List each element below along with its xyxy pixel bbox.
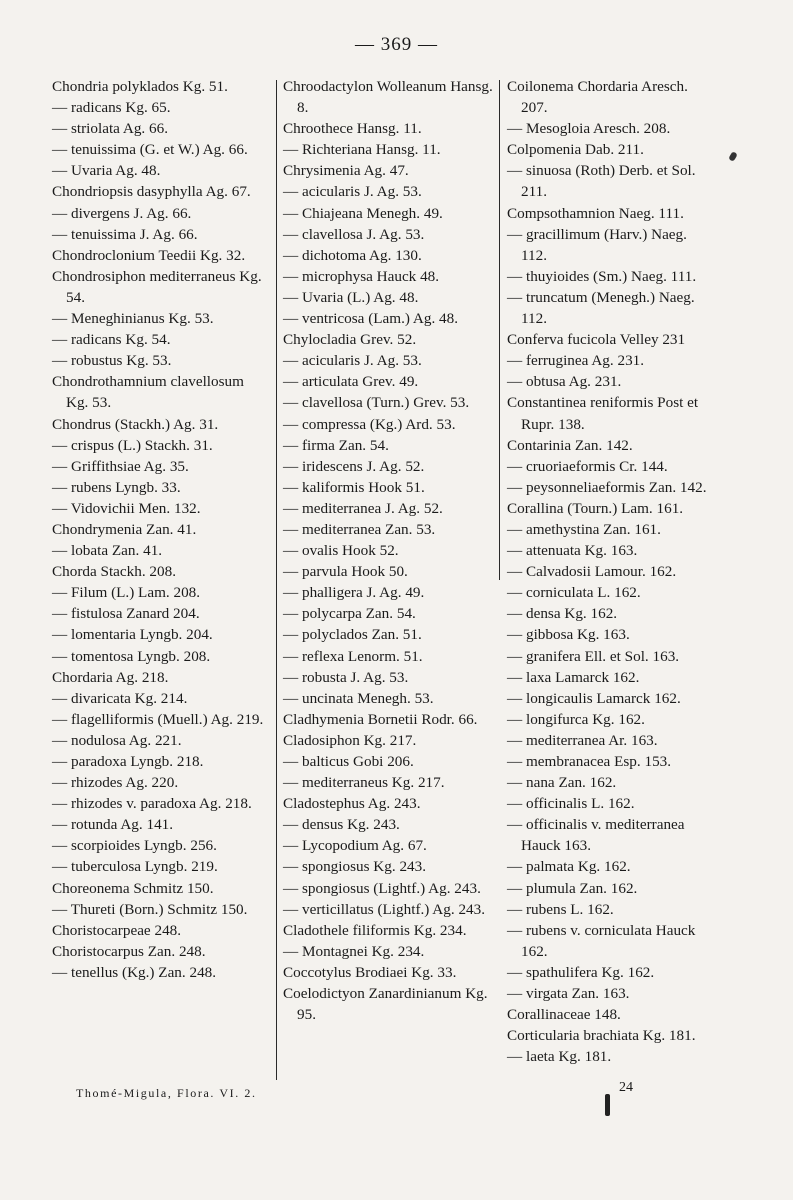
index-entry: — clavellosa J. Ag. 53.	[283, 225, 425, 243]
index-entry: — longicaulis Lamarck 162.	[507, 689, 681, 707]
index-entry: — mediterraneus Kg. 217.	[283, 774, 445, 792]
index-entry: — officinalis v. mediterranea Hauck 163.	[507, 816, 685, 855]
index-entry: — Chiajeana Menegh. 49.	[283, 204, 443, 222]
index-entry: — Griffithsiae Ag. 35.	[52, 457, 189, 475]
index-entry: — ferruginea Ag. 231.	[507, 352, 645, 370]
index-entry: — nodulosa Ag. 221.	[52, 731, 182, 749]
index-entry: Choristocarpeae 248.	[52, 921, 182, 939]
index-entry: — Filum (L.) Lam. 208.	[52, 584, 201, 602]
index-entry: — rubens Lyngb. 33.	[52, 478, 181, 496]
index-entry: — Uvaria (L.) Ag. 48.	[283, 288, 419, 306]
index-entry: — nana Zan. 162.	[507, 774, 617, 792]
index-entry: — compressa (Kg.) Ard. 53.	[283, 415, 456, 433]
index-entry: — lomentaria Lyngb. 204.	[52, 626, 213, 644]
index-entry: — ovalis Hook 52.	[283, 542, 399, 560]
index-entry: — Mesogloia Aresch. 208.	[507, 120, 671, 138]
index-entry: Colpomenia Dab. 211.	[507, 141, 644, 159]
index-entry: — Richteriana Hansg. 11.	[283, 141, 441, 159]
index-entry: — paradoxa Lyngb. 218.	[52, 753, 204, 770]
index-entry: — Lycopodium Ag. 67.	[283, 837, 427, 855]
index-entry: — mediterranea Zan. 53.	[283, 520, 436, 538]
index-entry: — divaricata Kg. 214.	[52, 689, 188, 707]
index-entry: — reflexa Lenorm. 51.	[283, 647, 423, 665]
index-entry: — crispus (L.) Stackh. 31.	[52, 436, 213, 454]
index-entry: — tenellus (Kg.) Zan. 248.	[52, 963, 217, 981]
index-entry: Chrysimenia Ag. 47.	[283, 162, 409, 180]
index-column-1	[52, 76, 270, 983]
index-entry: — rhizodes Ag. 220.	[52, 774, 179, 792]
index-entry: Chylocladia Grev. 52.	[283, 331, 417, 349]
index-entry: Choristocarpus Zan. 248.	[52, 942, 206, 960]
index-entry: — uncinata Menegh. 53.	[283, 689, 434, 707]
index-entry: — densa Kg. 162.	[507, 605, 618, 623]
column-divider-2	[499, 80, 500, 580]
index-entry: — membranacea Esp. 153.	[507, 753, 672, 770]
index-entry: Cladosiphon Kg. 217.	[283, 731, 417, 749]
index-entry: — Meneghinianus Kg. 53.	[52, 310, 214, 328]
index-entry: — palmata Kg. 162.	[507, 858, 631, 876]
index-entry: — cruoriaeformis Cr. 144.	[507, 457, 668, 475]
index-entry: — spathulifera Kg. 162.	[507, 963, 655, 981]
index-entry: — tenuissima J. Ag. 66.	[52, 225, 198, 243]
index-entry: — phalligera J. Ag. 49.	[283, 584, 425, 602]
index-entry: — robusta J. Ag. 53.	[283, 668, 409, 686]
index-entry: — acicularis J. Ag. 53.	[283, 183, 422, 201]
index-entry: — firma Zan. 54.	[283, 436, 389, 454]
index-entry: Cladothele filiformis Kg. 234.	[283, 921, 467, 939]
index-entry: Chondrus (Stackh.) Ag. 31.	[52, 415, 219, 433]
index-entry: — thuyioides (Sm.) Naeg. 111.	[507, 267, 697, 285]
index-entry: — Montagnei Kg. 234.	[283, 942, 425, 960]
index-entry: — kaliformis Hook 51.	[283, 478, 425, 496]
index-entry: — officinalis L. 162.	[507, 795, 635, 813]
column-divider-1	[276, 80, 277, 1080]
index-entry: — verticillatus (Lightf.) Ag. 243.	[283, 900, 486, 918]
index-entry: — Thureti (Born.) Schmitz 150.	[52, 900, 248, 918]
index-entry: Choreonema Schmitz 150.	[52, 879, 214, 897]
index-entry: Chondrosiphon mediterraneus Kg. 54.	[52, 267, 262, 306]
index-entry: Conferva fucicola Velley 231	[507, 331, 686, 349]
index-entry: — tuberculosa Lyngb. 219.	[52, 858, 218, 876]
index-entry: — tomentosa Lyngb. 208.	[52, 647, 211, 665]
index-entry: — robustus Kg. 53.	[52, 352, 172, 370]
index-entry: Chondrothamnium clavellosum Kg. 53.	[52, 373, 244, 412]
index-entry: — rotunda Ag. 141.	[52, 816, 174, 834]
index-entry: — rhizodes v. paradoxa Ag. 218.	[52, 795, 252, 813]
index-entry: Coilonema Chordaria Aresch. 207.	[507, 78, 688, 117]
index-entry: — clavellosa (Turn.) Grev. 53.	[283, 394, 470, 412]
index-entry: Chordaria Ag. 218.	[52, 668, 169, 686]
ink-speck	[728, 151, 738, 162]
index-entry: — spongiosus Kg. 243.	[283, 858, 427, 876]
index-entry: — obtusa Ag. 231.	[507, 373, 622, 391]
index-entry: — Calvadosii Lamour. 162.	[507, 563, 677, 581]
index-entry: — balticus Gobi 206.	[283, 753, 414, 770]
index-entry: — rubens L. 162.	[507, 900, 614, 918]
index-entry: — granifera Ell. et Sol. 163.	[507, 647, 680, 665]
footer-imprint: Thomé-Migula, Flora. VI. 2.	[76, 1086, 257, 1100]
index-entry: — mediterranea Ar. 163.	[507, 731, 658, 749]
index-entry: Coelodictyon Zanardinianum Kg. 95.	[283, 985, 488, 1024]
index-entry: Chroodactylon Wolleanum Hansg. 8.	[283, 78, 493, 117]
index-entry: Contarinia Zan. 142.	[507, 436, 633, 454]
index-entry: — tenuissima (G. et W.) Ag. 66.	[52, 141, 248, 159]
index-column-3	[507, 76, 715, 1067]
index-entry: Coccotylus Brodiaei Kg. 33.	[283, 963, 457, 981]
index-entry: — scorpioides Lyngb. 256.	[52, 837, 217, 855]
index-entry: Chondrymenia Zan. 41.	[52, 520, 197, 538]
index-entry: Compsothamnion Naeg. 111.	[507, 204, 684, 222]
index-entry: — radicans Kg. 54.	[52, 331, 171, 349]
index-entry: Chondriopsis dasyphylla Ag. 67.	[52, 183, 251, 201]
index-column-2	[283, 76, 493, 1025]
index-entry: — flagelliformis (Muell.) Ag. 219.	[52, 710, 264, 728]
index-entry: — virgata Zan. 163.	[507, 985, 630, 1003]
index-entry: — ventricosa (Lam.) Ag. 48.	[283, 310, 459, 328]
ink-blot	[605, 1094, 610, 1116]
index-entry: — densus Kg. 243.	[283, 816, 400, 834]
index-entry: Corticularia brachiata Kg. 181.	[507, 1027, 696, 1045]
index-entry: — divergens J. Ag. 66.	[52, 204, 192, 222]
index-entry: — gibbosa Kg. 163.	[507, 626, 630, 644]
index-entry: — parvula Hook 50.	[283, 563, 408, 581]
index-entry: Corallina (Tourn.) Lam. 161.	[507, 499, 684, 517]
index-entry: — iridescens J. Ag. 52.	[283, 457, 425, 475]
index-entry: — peysonneliaeformis Zan. 142.	[507, 478, 707, 496]
index-entry: — striolata Ag. 66.	[52, 120, 169, 138]
index-entry: — dichotoma Ag. 130.	[283, 246, 422, 264]
index-entry: — laxa Lamarck 162.	[507, 668, 640, 686]
index-entry: — spongiosus (Lightf.) Ag. 243.	[283, 879, 481, 897]
index-entry: — lobata Zan. 41.	[52, 542, 163, 560]
index-entry: Cladhymenia Bornetii Rodr. 66.	[283, 710, 478, 728]
index-entry: — sinuosa (Roth) Derb. et Sol. 211.	[507, 162, 696, 201]
index-entry: — plumula Zan. 162.	[507, 879, 638, 897]
index-entry: — fistulosa Zanard 204.	[52, 605, 200, 623]
index-entry: Chorda Stackh. 208.	[52, 563, 177, 581]
index-entry: Corallinaceae 148.	[507, 1006, 621, 1024]
index-entry: — polyclados Zan. 51.	[283, 626, 422, 644]
index-entry: Constantinea reniformis Post et Rupr. 138.	[507, 394, 699, 433]
index-entry: Chroothece Hansg. 11.	[283, 120, 422, 138]
index-entry: — truncatum (Menegh.) Naeg. 112.	[507, 288, 695, 328]
signature-number: 24	[619, 1080, 633, 1095]
index-entry: — mediterranea J. Ag. 52.	[283, 499, 443, 517]
index-entry: Chondroclonium Teedii Kg. 32.	[52, 246, 246, 264]
index-entry: — radicans Kg. 65.	[52, 99, 171, 117]
index-entry: — Uvaria Ag. 48.	[52, 162, 161, 180]
index-entry: Chondria polyklados Kg. 51.	[52, 78, 228, 95]
index-entry: — polycarpa Zan. 54.	[283, 605, 416, 623]
index-entry: — amethystina Zan. 161.	[507, 520, 661, 538]
index-entry: — rubens v. corniculata Hauck 162.	[507, 921, 696, 960]
index-entry: — acicularis J. Ag. 53.	[283, 352, 422, 370]
index-entry: — attenuata Kg. 163.	[507, 542, 638, 560]
index-entry: — gracillimum (Harv.) Naeg. 112.	[507, 225, 687, 264]
index-entry: — microphysa Hauck 48.	[283, 267, 440, 285]
index-entry: — corniculata L. 162.	[507, 584, 641, 602]
page-number-header: — 369 —	[355, 34, 438, 55]
index-entry: — articulata Grev. 49.	[283, 373, 419, 391]
index-entry: — Vidovichii Men. 132.	[52, 499, 201, 517]
index-entry: — laeta Kg. 181.	[507, 1048, 612, 1066]
index-entry: Cladostephus Ag. 243.	[283, 795, 421, 813]
index-entry: — longifurca Kg. 162.	[507, 710, 645, 728]
